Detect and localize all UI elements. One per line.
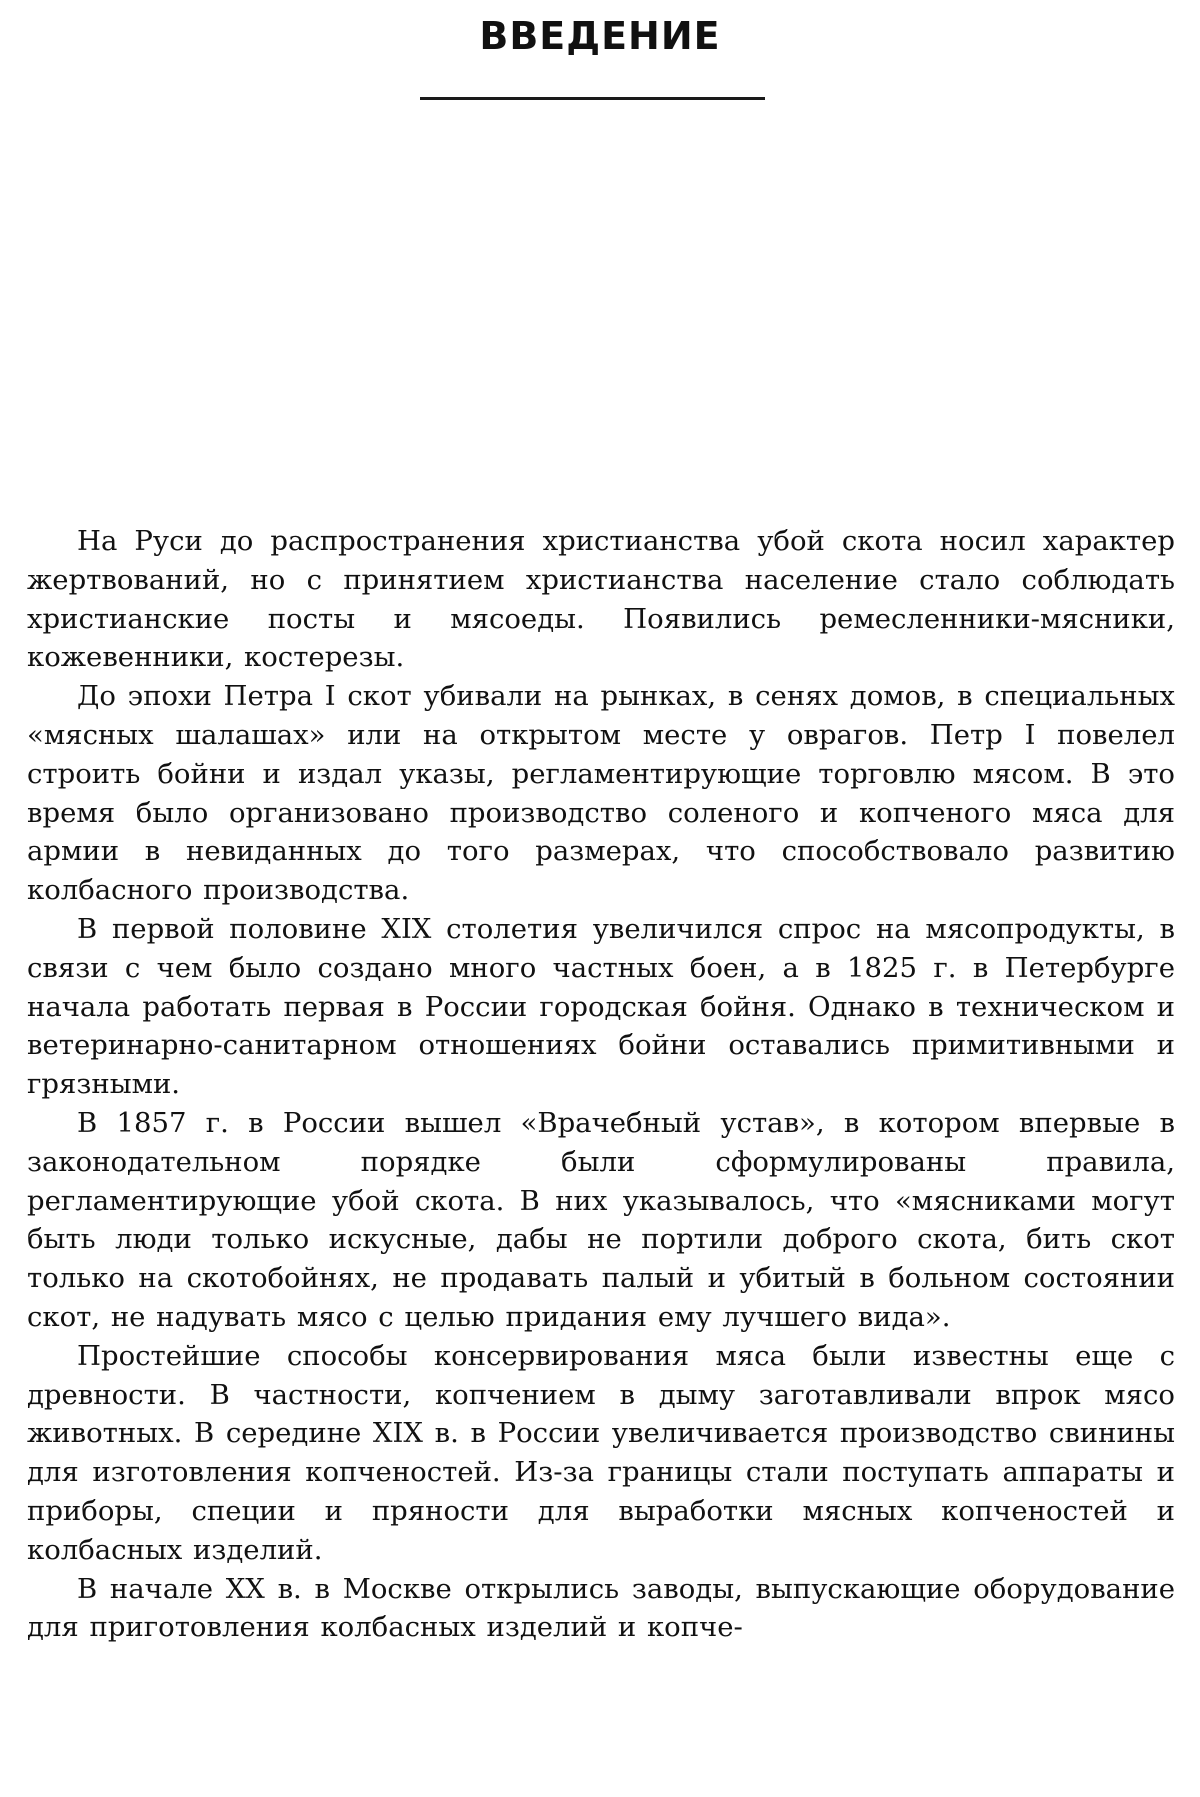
paragraph: До эпохи Петра I скот убивали на рынках, в сенях домов, в специальных «мясных шалашах» или на открытом месте у оврагов. Петр I повелел строить бойни и издал указы, регламентирующие торговлю мясом. В это время было организовано производство соленого и копченого мяса для армии в невиданных до того размерах, что способствовало развитию колбасного производства.: [27, 680, 1175, 907]
paragraph: В 1857 г. в России вышел «Врачебный устав», в котором впервые в законодательном порядке были сформулированы правила, регламентирующие убой скота. В них указывалось, что «мясниками могут быть люди только искусные, дабы не портили доброго скота, бить скот только на скотобойнях, не продавать палый и убитый в больном состоянии скот, не надувать мясо с целью придания ему лучшего вида».: [27, 1106, 1175, 1333]
paragraph: На Руси до распространения христианства убой скота носил характер жертвований, но с принятием христианства население стало соблюдать христианские посты и мясоеды. Появились ремесленники-мясники, кожевенники, костерезы.: [27, 525, 1175, 674]
paragraph: В начале XX в. в Москве открылись заводы, выпускающие оборудование для приготовления колбасных изделий и копче-: [27, 1572, 1175, 1644]
chapter-title: ВВЕДЕНИЕ: [479, 14, 721, 58]
paragraph: Простейшие способы консервирования мяса были известны еще с древности. В частности, копчением в дыму заготавливали впрок мясо животных. В середине XIX в. в России увеличивается производство свинины для изготовления копченостей. Из-за границы стали поступать аппараты и приборы, специи и пряности для выработки мясных копченостей и колбасных изделий.: [27, 1339, 1175, 1566]
body-text: [27, 522, 1175, 1647]
title-underline: [420, 97, 765, 100]
paragraph: В первой половине XIX столетия увеличился спрос на мясопродукты, в связи с чем было создано много частных боен, а в 1825 г. в Петербурге начала работать первая в России городская бойня. Однако в техническом и ветеринарно-санитарном отношениях бойни оставались примитивными и грязными.: [27, 912, 1175, 1101]
